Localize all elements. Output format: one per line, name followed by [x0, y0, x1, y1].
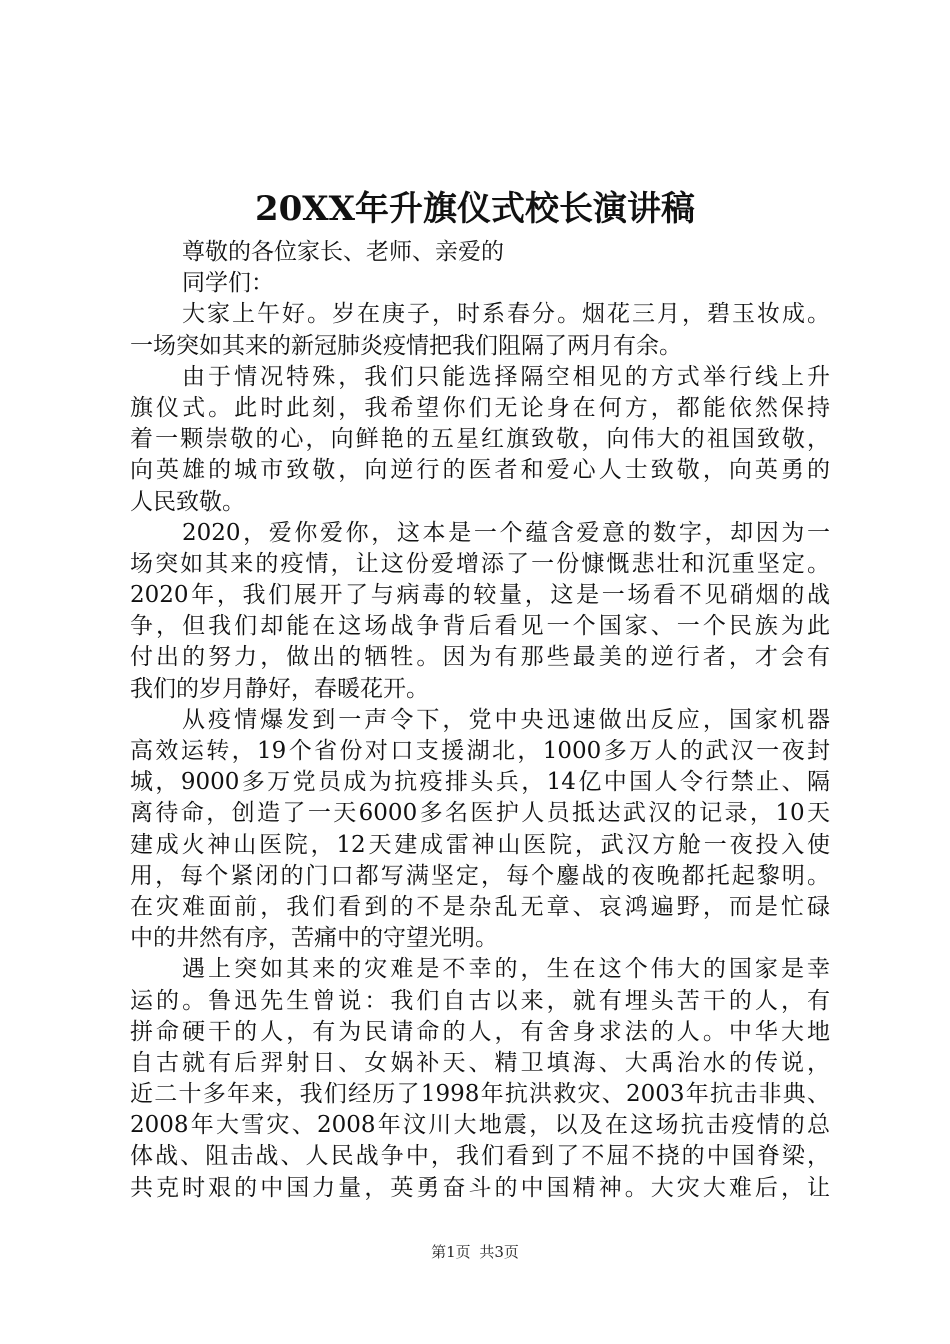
text-line: 一场突如其来的新冠肺炎疫情把我们阻隔了两月有余。 — [130, 332, 682, 359]
text-line: 近二十多年来，我们经历了1998年抗洪救灾、2003年抗击非典、 — [130, 1081, 830, 1108]
text-line: 自古就有后羿射日、女娲补天、精卫填海、大禹治水的传说， — [130, 1049, 830, 1076]
text-line: 大家上午好。岁在庚子，时系春分。烟花三月，碧玉妆成。 — [182, 301, 830, 328]
text-line: 场突如其来的疫情，让这份爱增添了一份慷慨悲壮和沉重坚定。 — [130, 550, 830, 577]
text-line: 建成火神山医院，12天建成雷神山医院，武汉方舱一夜投入使 — [130, 831, 830, 858]
text-line: 由于情况特殊，我们只能选择隔空相见的方式举行线上升 — [182, 363, 830, 390]
text-line: 尊敬的各位家长、老师、亲爱的 — [182, 239, 504, 265]
page-footer — [0, 1242, 950, 1262]
text-line: 人民致敬。 — [130, 488, 245, 515]
text-line: 2020年，我们展开了与病毒的较量，这是一场看不见硝烟的战 — [130, 582, 830, 609]
page-number: 第1页 — [431, 1243, 471, 1261]
text-line: 2020，爱你爱你，这本是一个蕴含爱意的数字，却因为一 — [182, 519, 830, 546]
text-line: 同学们： — [182, 270, 274, 297]
text-line: 旗仪式。此时此刻，我希望你们无论身在何方，都能依然保持 — [130, 394, 830, 421]
text-line: 遇上突如其来的灾难是不幸的，生在这个伟大的国家是幸 — [182, 956, 830, 983]
text-line: 我们的岁月静好，春暖花开。 — [130, 675, 429, 702]
text-line: 付出的努力，做出的牺牲。因为有那些最美的逆行者，才会有 — [130, 644, 830, 671]
document-title: 20XX年升旗仪式校长演讲稿 — [254, 189, 696, 229]
text-line: 运的。鲁迅先生曾说：我们自古以来，就有埋头苦干的人，有 — [130, 987, 830, 1014]
page-total: 共3页 — [479, 1243, 519, 1261]
text-line: 中的井然有序，苦痛中的守望光明。 — [130, 925, 498, 952]
text-line: 着一颗崇敬的心，向鲜艳的五星红旗致敬，向伟大的祖国致敬， — [130, 426, 830, 453]
text-line: 用，每个紧闭的门口都写满坚定，每个鏖战的夜晚都托起黎明。 — [130, 862, 830, 889]
text-line: 离待命，创造了一天6000多名医护人员抵达武汉的记录，10天 — [130, 800, 830, 827]
text-line: 在灾难面前，我们看到的不是杂乱无章、哀鸿遍野，而是忙碌 — [130, 893, 830, 920]
text-line: 向英雄的城市致敬，向逆行的医者和爱心人士致敬，向英勇的 — [130, 457, 830, 484]
text-line: 2008年大雪灾、2008年汶川大地震，以及在这场抗击疫情的总 — [130, 1112, 830, 1139]
text-line: 体战、阻击战、人民战争中，我们看到了不屈不挠的中国脊梁， — [130, 1143, 830, 1170]
text-line: 拼命硬干的人，有为民请命的人，有舍身求法的人。中华大地 — [130, 1018, 830, 1045]
text-line: 从疫情爆发到一声令下，党中央迅速做出反应，国家机器 — [182, 706, 830, 733]
text-line: 城，9000多万党员成为抗疫排头兵，14亿中国人令行禁止、隔 — [130, 769, 830, 796]
text-line: 共克时艰的中国力量，英勇奋斗的中国精神。大灾大难后，让 — [130, 1174, 830, 1201]
text-line: 高效运转，19个省份对口支援湖北，1000多万人的武汉一夜封 — [130, 738, 830, 764]
text-line: 争，但我们却能在这场战争背后看见一个国家、一个民族为此 — [130, 613, 830, 640]
document-body — [130, 237, 830, 1204]
